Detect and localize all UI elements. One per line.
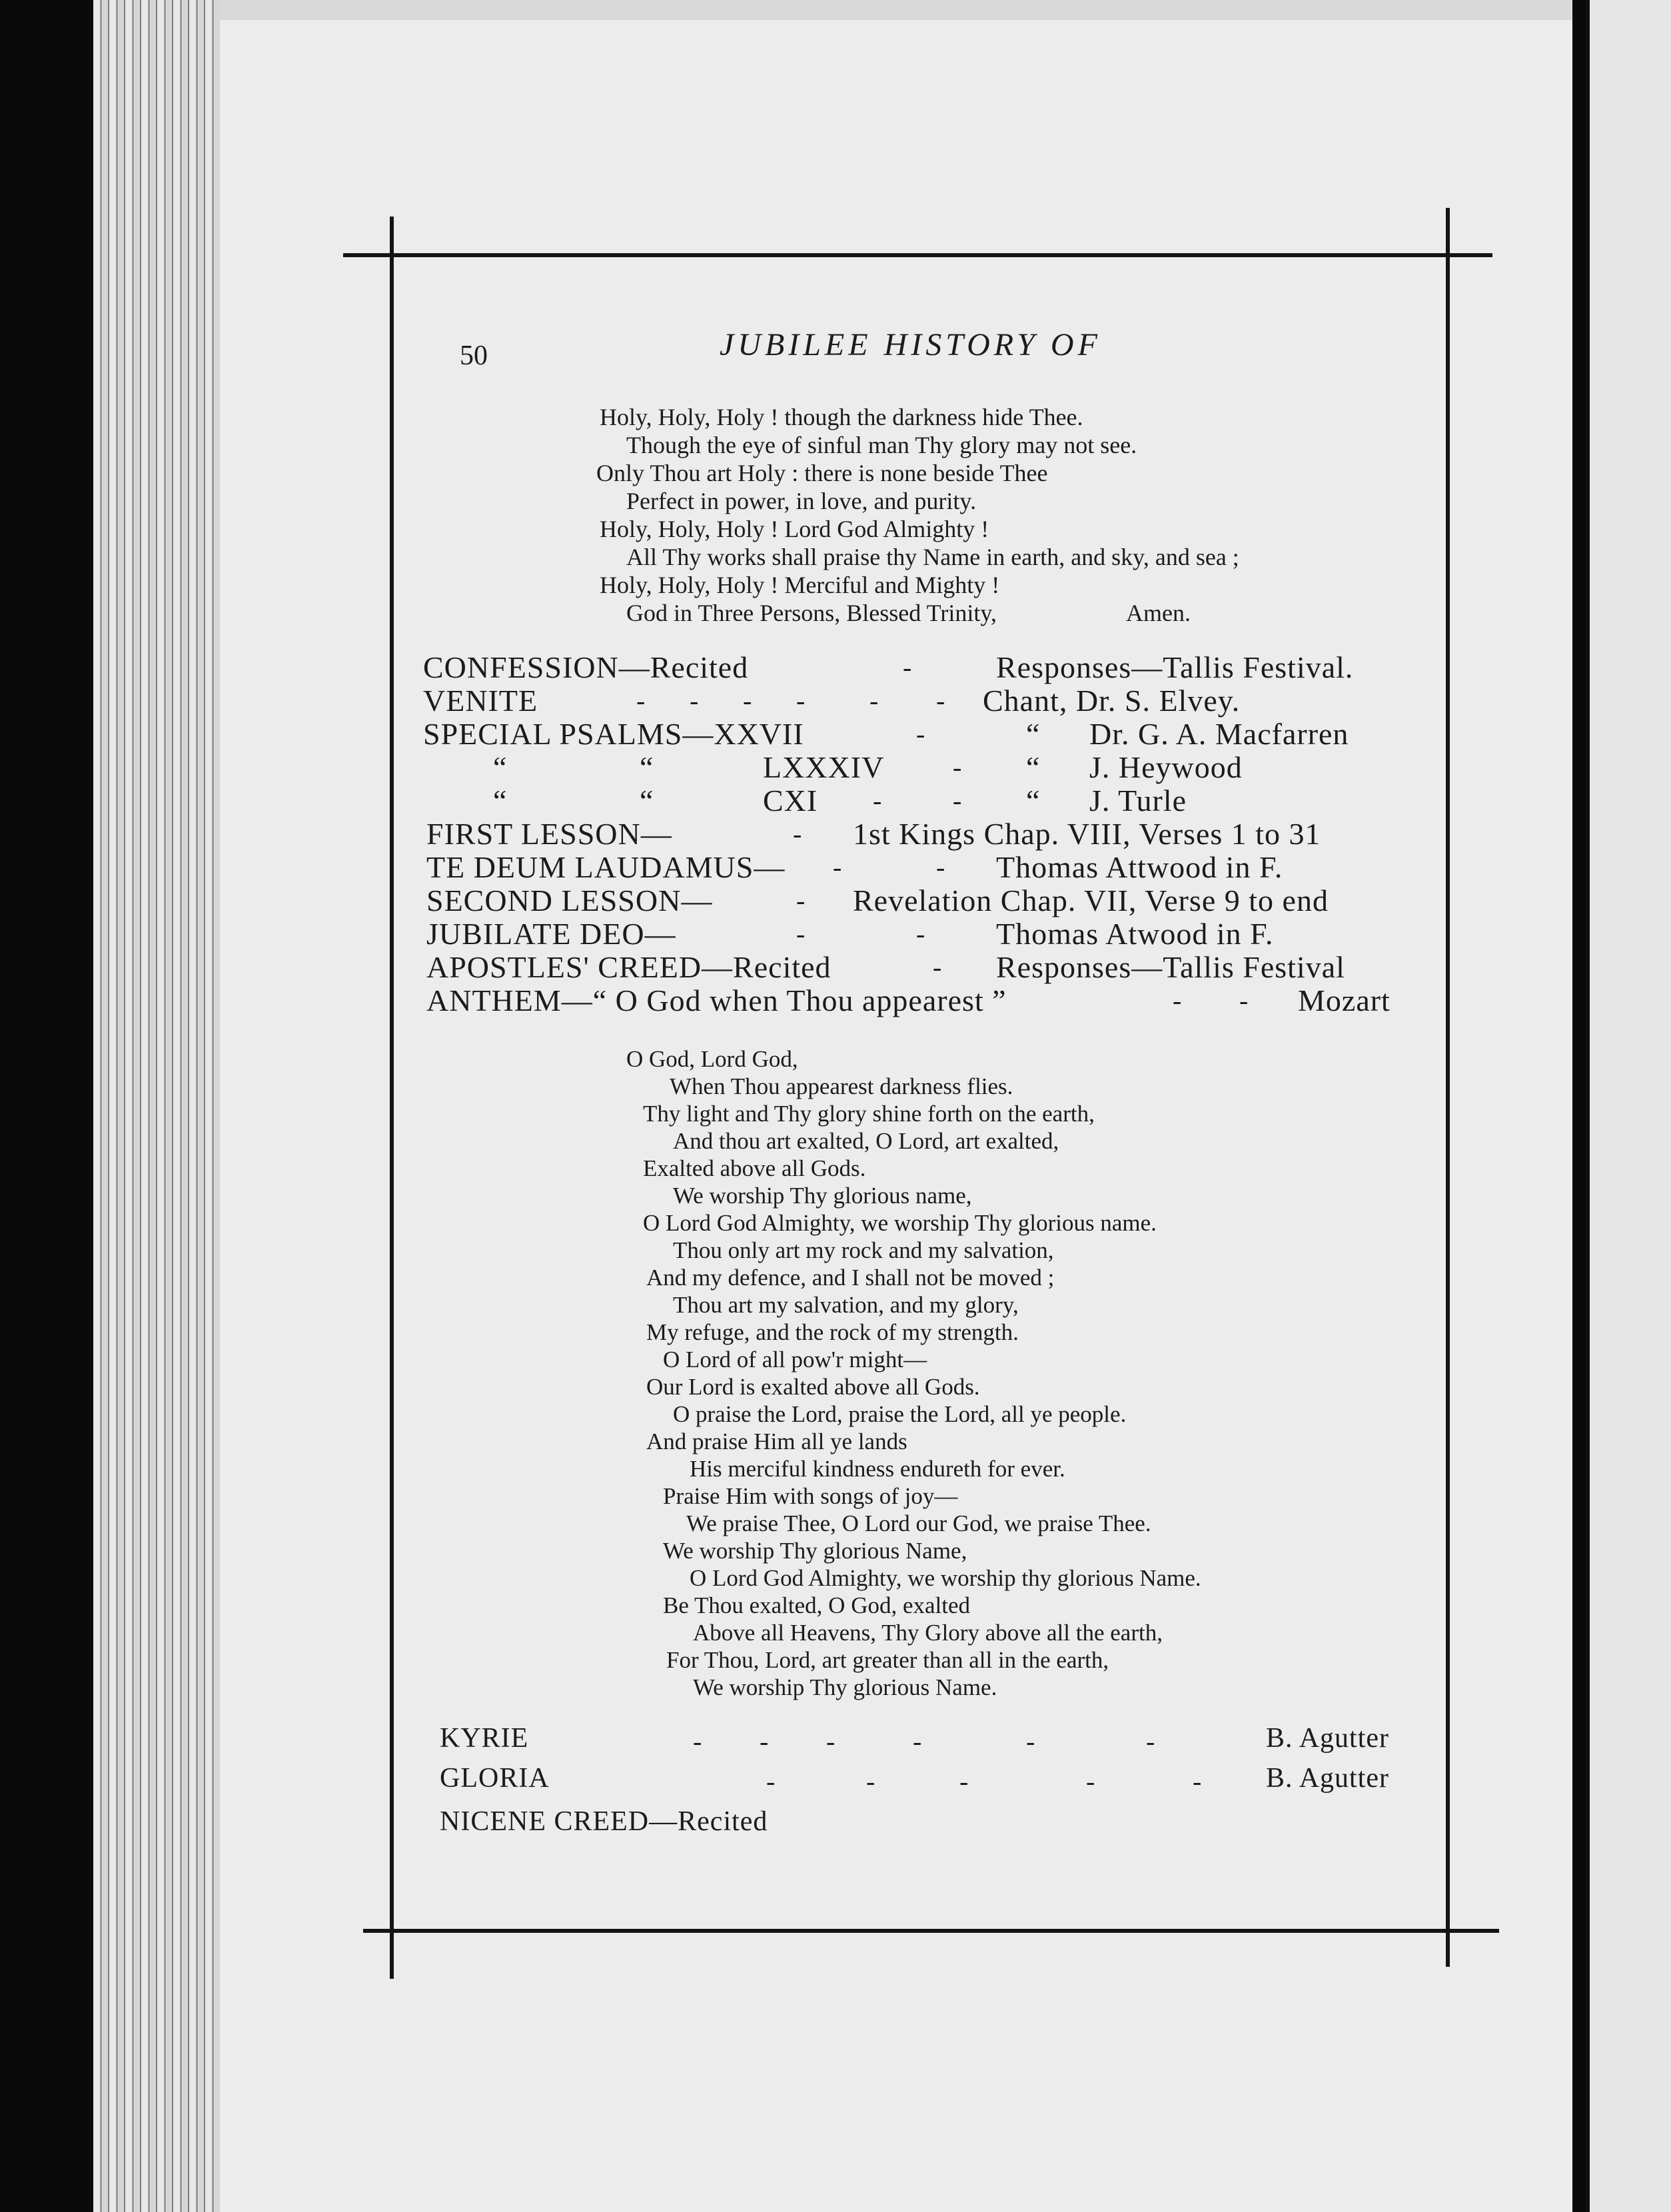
leader-dash: - (936, 852, 945, 882)
hymn-line: Perfect in power, in love, and purity. (626, 488, 977, 514)
ditto-mark: “ (493, 750, 508, 784)
anthem-line: When Thou appearest darkness flies. (670, 1073, 1013, 1099)
frame-top-rule (343, 253, 1492, 257)
anthem-line: We worship Thy glorious name, (673, 1183, 972, 1209)
anthem-line: His merciful kindness endureth for ever. (690, 1456, 1065, 1482)
hymn-line: Holy, Holy, Holy ! Lord God Almighty ! (600, 516, 989, 542)
leader-dash: - (953, 786, 962, 816)
anthem-line: Thou only art my rock and my salvation, (673, 1237, 1054, 1263)
leader-dash: - (766, 1766, 776, 1796)
anthem-line: O Lord God Almighty, we worship thy glorious Name. (690, 1565, 1201, 1591)
leader-dash: - (866, 1766, 875, 1796)
service-item: APOSTLES' CREED—Recited (426, 950, 832, 984)
leader-dash: - (1193, 1766, 1202, 1796)
ditto-mark: “ (493, 784, 508, 818)
leader-dash: - (913, 1726, 922, 1756)
psalm-number: CXI (763, 784, 818, 818)
service-setting: 1st Kings Chap. VIII, Verses 1 to 31 (853, 817, 1321, 851)
ditto-mark: “ (640, 750, 654, 784)
service-item: ANTHEM—“ O God when Thou appearest ” (426, 983, 1007, 1017)
leader-dash: - (796, 919, 806, 949)
service-setting: Mozart (1298, 983, 1391, 1017)
anthem-line: And praise Him all ye lands (646, 1428, 907, 1454)
anthem-line: Thou art my salvation, and my glory, (673, 1292, 1019, 1318)
service-setting: Revelation Chap. VII, Verse 9 to end (853, 883, 1329, 917)
leader-dash: - (873, 786, 882, 816)
hymn-line: All Thy works shall praise thy Name in earth, and sky, and sea ; (626, 544, 1239, 570)
leader-dash: - (743, 686, 752, 716)
anthem-line: Exalted above all Gods. (643, 1155, 866, 1181)
leader-dash: - (959, 1766, 969, 1796)
service-setting: Responses—Tallis Festival (996, 950, 1345, 984)
anthem-line: O Lord God Almighty, we worship Thy glorious name. (643, 1210, 1157, 1236)
service-setting: Chant, Dr. S. Elvey. (983, 684, 1241, 718)
service-setting: B. Agutter (1266, 1763, 1389, 1794)
anthem-line: O praise the Lord, praise the Lord, all ye people. (673, 1401, 1127, 1427)
frame-bottom-rule (363, 1929, 1499, 1933)
leader-dash: - (690, 686, 699, 716)
anthem-line: O God, Lord God, (626, 1046, 798, 1072)
anthem-line: We worship Thy glorious Name. (693, 1674, 997, 1700)
scan-margin-left (0, 0, 93, 2212)
ditto-mark: “ (640, 784, 654, 818)
anthem-line: My refuge, and the rock of my strength. (646, 1319, 1019, 1345)
leader-dash: - (903, 652, 912, 682)
service-item: CONFESSION—Recited (423, 650, 749, 684)
leader-dash: - (869, 686, 879, 716)
leader-dash: - (636, 686, 646, 716)
leader-dash: - (933, 952, 942, 982)
anthem-line: Be Thou exalted, O God, exalted (663, 1592, 971, 1618)
service-setting: Thomas Attwood in F. (996, 850, 1283, 884)
leader-dash: - (936, 686, 945, 716)
ditto-mark: “ (1026, 750, 1041, 784)
leader-dash: - (916, 919, 925, 949)
service-item: SPECIAL PSALMS—XXVII (423, 717, 804, 751)
page-number: 50 (460, 340, 488, 371)
page-stack-edges (93, 0, 220, 2212)
leader-dash: - (1086, 1766, 1095, 1796)
anthem-line: Praise Him with songs of joy— (663, 1483, 958, 1509)
anthem-line: Our Lord is exalted above all Gods. (646, 1374, 980, 1400)
leader-dash: - (1146, 1726, 1155, 1756)
anthem-line: And thou art exalted, O Lord, art exalted, (673, 1128, 1059, 1154)
leader-dash: - (833, 852, 842, 882)
anthem-line: For Thou, Lord, art greater than all in the earth, (666, 1647, 1109, 1673)
page-header (460, 326, 1459, 380)
ditto-mark: “ (1026, 717, 1041, 751)
service-item: SECOND LESSON— (426, 883, 713, 917)
frame-right-rule (1446, 208, 1450, 1967)
service-item: TE DEUM LAUDAMUS— (426, 850, 786, 884)
leader-dash: - (1239, 985, 1249, 1015)
leader-dash: - (796, 686, 806, 716)
leader-dash: - (916, 719, 925, 749)
anthem-line: We worship Thy glorious Name, (663, 1538, 967, 1564)
ditto-mark: “ (1026, 784, 1041, 818)
service-item: GLORIA (440, 1763, 550, 1794)
running-title: JUBILEE HISTORY OF (720, 327, 1101, 362)
service-item: JUBILATE DEO— (426, 917, 676, 951)
psalm-number: LXXXIV (763, 750, 885, 784)
anthem-line: Thy light and Thy glory shine forth on the earth, (643, 1101, 1095, 1127)
service-item: FIRST LESSON— (426, 817, 672, 851)
leader-dash: - (760, 1726, 769, 1756)
leader-dash: - (1173, 985, 1182, 1015)
leader-dash: - (796, 885, 806, 915)
service-item: NICENE CREED—Recited (440, 1806, 768, 1837)
anthem-line: Above all Heavens, Thy Glory above all the earth, (693, 1620, 1163, 1646)
leader-dash: - (1026, 1726, 1035, 1756)
hymn-line: Though the eye of sinful man Thy glory may not see. (626, 432, 1137, 458)
frame-left-rule (390, 217, 394, 1979)
hymn-line: Holy, Holy, Holy ! though the darkness hide Thee. (600, 404, 1083, 430)
service-item: KYRIE (440, 1723, 529, 1754)
service-setting: Responses—Tallis Festival. (996, 650, 1354, 684)
next-page-edge (1586, 0, 1671, 2212)
hymn-line: Holy, Holy, Holy ! Merciful and Mighty ! (600, 572, 1000, 598)
service-setting: Dr. G. A. Macfarren (1089, 717, 1349, 751)
leader-dash: - (953, 752, 962, 782)
hymn-amen: Amen. (1126, 600, 1191, 626)
leader-dash: - (693, 1726, 702, 1756)
anthem-line: We praise Thee, O Lord our God, we praise Thee. (686, 1510, 1151, 1536)
leader-dash: - (826, 1726, 835, 1756)
anthem-line: O Lord of all pow'r might— (663, 1347, 927, 1373)
service-item: VENITE (423, 684, 538, 718)
service-setting: B. Agutter (1266, 1723, 1389, 1754)
service-setting: J. Heywood (1089, 750, 1243, 784)
service-setting: J. Turle (1089, 784, 1187, 818)
leader-dash: - (793, 819, 802, 849)
hymn-line: Only Thou art Holy : there is none beside Thee (596, 460, 1048, 486)
anthem-line: And my defence, and I shall not be moved ; (646, 1265, 1055, 1291)
hymn-line: God in Three Persons, Blessed Trinity, (626, 600, 997, 626)
service-setting: Thomas Atwood in F. (996, 917, 1274, 951)
